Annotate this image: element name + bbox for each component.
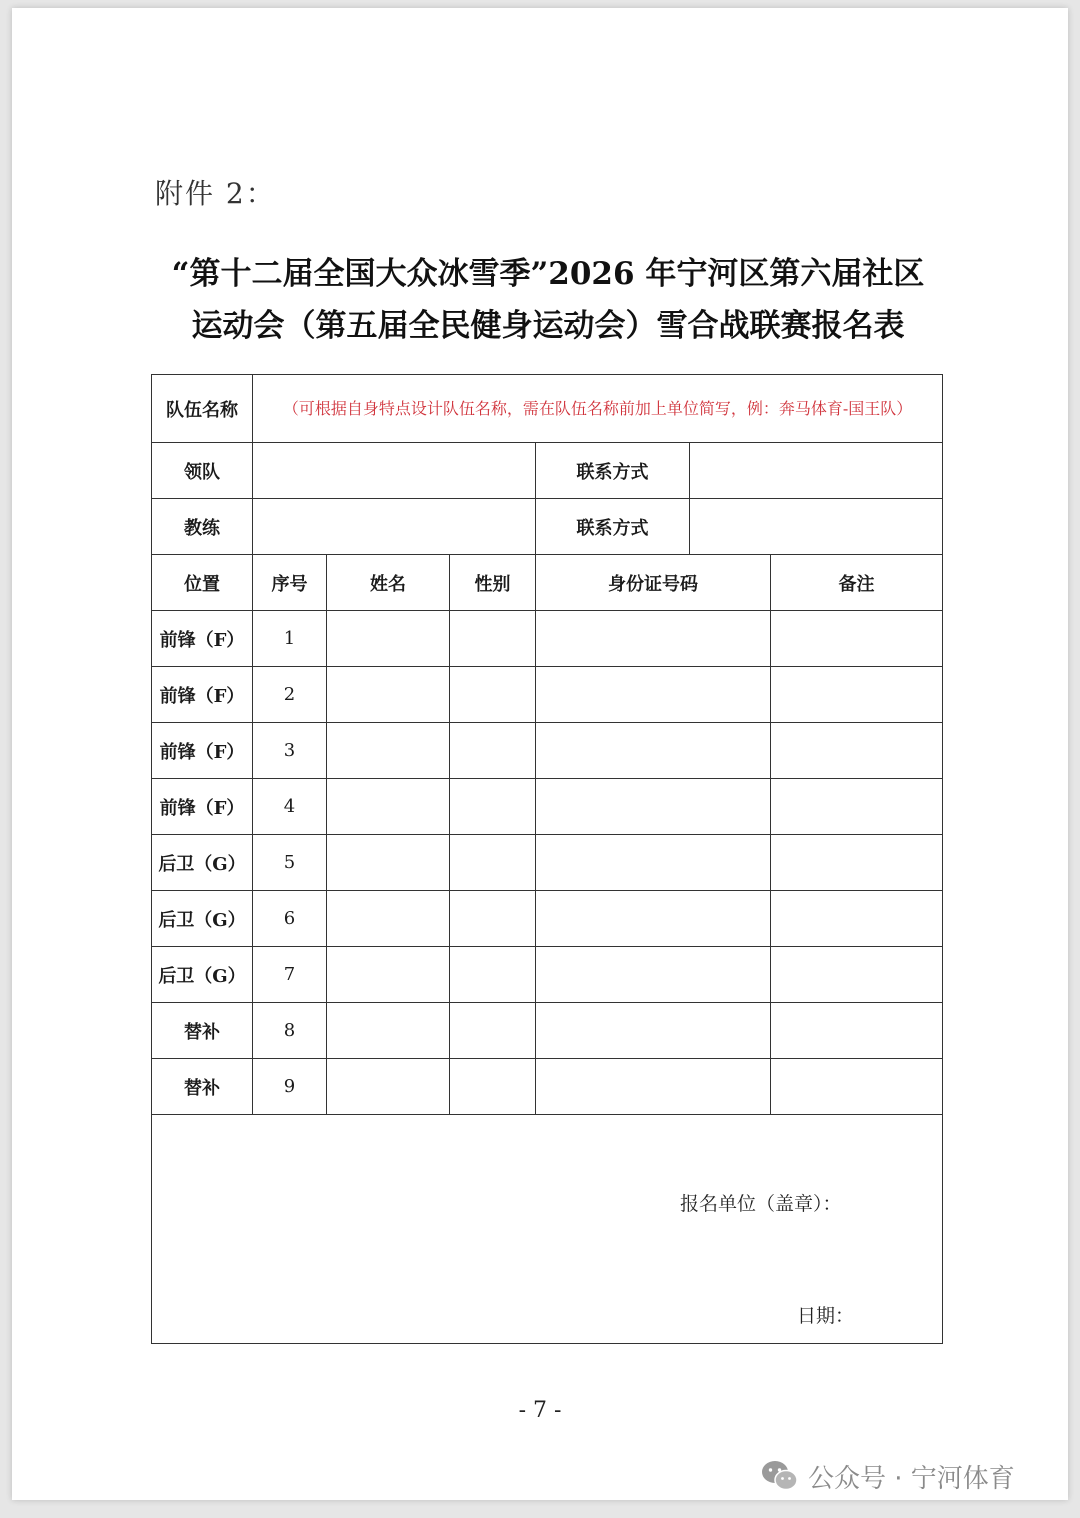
- page-number: - 7 -: [518, 1398, 562, 1423]
- player-position: 替补: [152, 1003, 253, 1059]
- player-id-field[interactable]: [536, 835, 771, 891]
- player-position: 前锋（F）: [152, 779, 253, 835]
- player-position: 后卫（G）: [152, 891, 253, 947]
- player-remarks-field[interactable]: [771, 779, 943, 835]
- player-name-field[interactable]: [327, 947, 450, 1003]
- player-position: 前锋（F）: [152, 611, 253, 667]
- leader-name-field[interactable]: [253, 443, 536, 499]
- player-number: 1: [253, 611, 327, 667]
- player-id-field[interactable]: [536, 947, 771, 1003]
- player-row: [152, 611, 943, 667]
- player-number: 2: [253, 667, 327, 723]
- coach-label: 教练: [152, 499, 253, 555]
- player-name-field[interactable]: [327, 723, 450, 779]
- wechat-watermark: [760, 1456, 1015, 1496]
- signature-row: [152, 1115, 943, 1344]
- leader-row: [152, 443, 943, 499]
- player-gender-field[interactable]: [450, 779, 536, 835]
- player-id-field[interactable]: [536, 1059, 771, 1115]
- player-remarks-field[interactable]: [771, 1059, 943, 1115]
- player-name-field[interactable]: [327, 667, 450, 723]
- registration-table: [151, 374, 943, 1344]
- player-id-field[interactable]: [536, 1003, 771, 1059]
- col-header-position: 位置: [152, 555, 253, 611]
- coach-row: [152, 499, 943, 555]
- player-remarks-field[interactable]: [771, 835, 943, 891]
- player-row: [152, 723, 943, 779]
- player-rows: [152, 611, 943, 1115]
- player-remarks-field[interactable]: [771, 723, 943, 779]
- player-position: 替补: [152, 1059, 253, 1115]
- title-line-1: “第十二届全国大众冰雪季”2026 年宁河区第六届社区: [171, 256, 925, 292]
- col-header-name: 姓名: [327, 555, 450, 611]
- player-gender-field[interactable]: [450, 611, 536, 667]
- player-name-field[interactable]: [327, 1003, 450, 1059]
- player-remarks-field[interactable]: [771, 1003, 943, 1059]
- player-remarks-field[interactable]: [771, 891, 943, 947]
- form-title: [100, 248, 996, 352]
- team-name-label: 队伍名称: [152, 375, 253, 443]
- player-gender-field[interactable]: [450, 1059, 536, 1115]
- title-line-2: 运动会（第五届全民健身运动会）雪合战联赛报名表: [191, 308, 905, 344]
- leader-label: 领队: [152, 443, 253, 499]
- player-position: 前锋（F）: [152, 723, 253, 779]
- player-remarks-field[interactable]: [771, 947, 943, 1003]
- player-name-field[interactable]: [327, 835, 450, 891]
- player-name-field[interactable]: [327, 1059, 450, 1115]
- player-id-field[interactable]: [536, 723, 771, 779]
- signature-date-label: 日期：: [797, 1305, 855, 1327]
- player-gender-field[interactable]: [450, 835, 536, 891]
- player-number: 5: [253, 835, 327, 891]
- coach-contact-label: 联系方式: [536, 499, 690, 555]
- coach-contact-field[interactable]: [690, 499, 943, 555]
- watermark-text: 公众号 · 宁河体育: [808, 1463, 1015, 1494]
- player-name-field[interactable]: [327, 611, 450, 667]
- player-row: [152, 779, 943, 835]
- player-row: [152, 1059, 943, 1115]
- signature-unit-label: 报名单位（盖章）：: [680, 1193, 842, 1215]
- attachment-label: 附件 2：: [155, 177, 276, 210]
- signature-cell: [152, 1115, 943, 1344]
- player-number: 6: [253, 891, 327, 947]
- player-id-field[interactable]: [536, 667, 771, 723]
- player-id-field[interactable]: [536, 779, 771, 835]
- leader-contact-label: 联系方式: [536, 443, 690, 499]
- player-position: 后卫（G）: [152, 947, 253, 1003]
- player-position: 前锋（F）: [152, 667, 253, 723]
- col-header-id-number: 身份证号码: [536, 555, 771, 611]
- player-remarks-field[interactable]: [771, 611, 943, 667]
- wechat-icon: [760, 1459, 800, 1493]
- player-position: 后卫（G）: [152, 835, 253, 891]
- col-header-gender: 性别: [450, 555, 536, 611]
- player-number: 7: [253, 947, 327, 1003]
- player-name-field[interactable]: [327, 779, 450, 835]
- player-remarks-field[interactable]: [771, 667, 943, 723]
- player-gender-field[interactable]: [450, 891, 536, 947]
- player-gender-field[interactable]: [450, 947, 536, 1003]
- team-name-row: [152, 375, 943, 443]
- player-number: 9: [253, 1059, 327, 1115]
- player-gender-field[interactable]: [450, 723, 536, 779]
- player-gender-field[interactable]: [450, 1003, 536, 1059]
- coach-name-field[interactable]: [253, 499, 536, 555]
- player-row: [152, 835, 943, 891]
- player-row: [152, 667, 943, 723]
- team-name-field[interactable]: （可根据自身特点设计队伍名称，需在队伍名称前加上单位简写，例：奔马体育-国王队）: [253, 375, 943, 443]
- col-header-number: 序号: [253, 555, 327, 611]
- player-row: [152, 1003, 943, 1059]
- player-id-field[interactable]: [536, 611, 771, 667]
- player-number: 8: [253, 1003, 327, 1059]
- player-number: 4: [253, 779, 327, 835]
- col-header-remarks: 备注: [771, 555, 943, 611]
- player-row: [152, 891, 943, 947]
- player-name-field[interactable]: [327, 891, 450, 947]
- column-header-row: [152, 555, 943, 611]
- player-id-field[interactable]: [536, 891, 771, 947]
- leader-contact-field[interactable]: [690, 443, 943, 499]
- player-row: [152, 947, 943, 1003]
- player-number: 3: [253, 723, 327, 779]
- player-gender-field[interactable]: [450, 667, 536, 723]
